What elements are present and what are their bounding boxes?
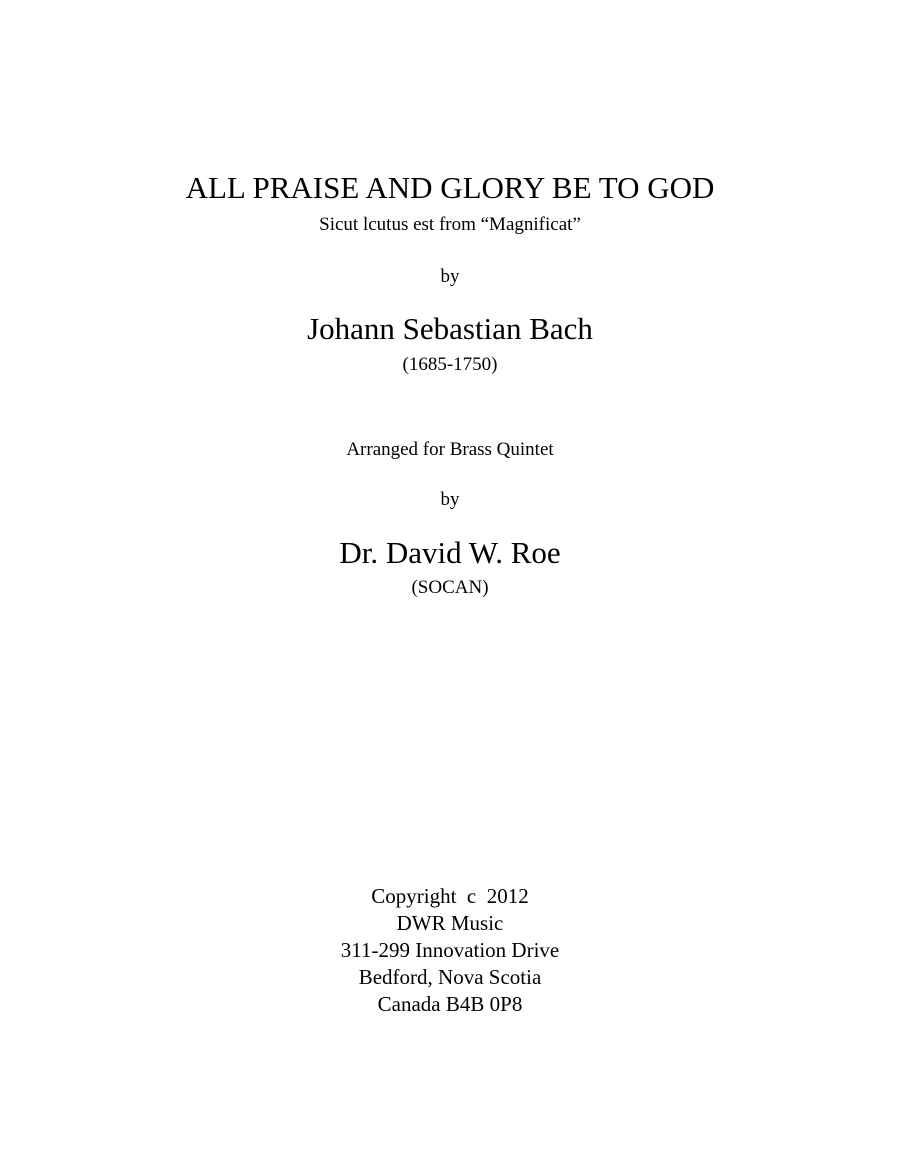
- copyright-line: Copyright c 2012: [371, 884, 529, 908]
- composer-name: Johann Sebastian Bach: [307, 311, 593, 346]
- piece-title: ALL PRAISE AND GLORY BE TO GOD: [185, 170, 715, 205]
- composer-dates: (1685-1750): [402, 354, 498, 375]
- arranger-name: Dr. David W. Roe: [339, 535, 561, 570]
- arranger-affiliation: (SOCAN): [411, 577, 489, 598]
- publisher-name: DWR Music: [396, 911, 504, 935]
- composer-by-label: by: [440, 266, 460, 287]
- address-line-3: Canada B4B 0P8: [377, 992, 523, 1016]
- arranger-by-label: by: [440, 489, 460, 510]
- arrangement-label: Arranged for Brass Quintet: [346, 439, 554, 460]
- piece-subtitle: Sicut lcutus est from “Magnificat”: [319, 214, 581, 235]
- address-line-1: 311-299 Innovation Drive: [340, 938, 560, 962]
- address-line-2: Bedford, Nova Scotia: [358, 965, 542, 989]
